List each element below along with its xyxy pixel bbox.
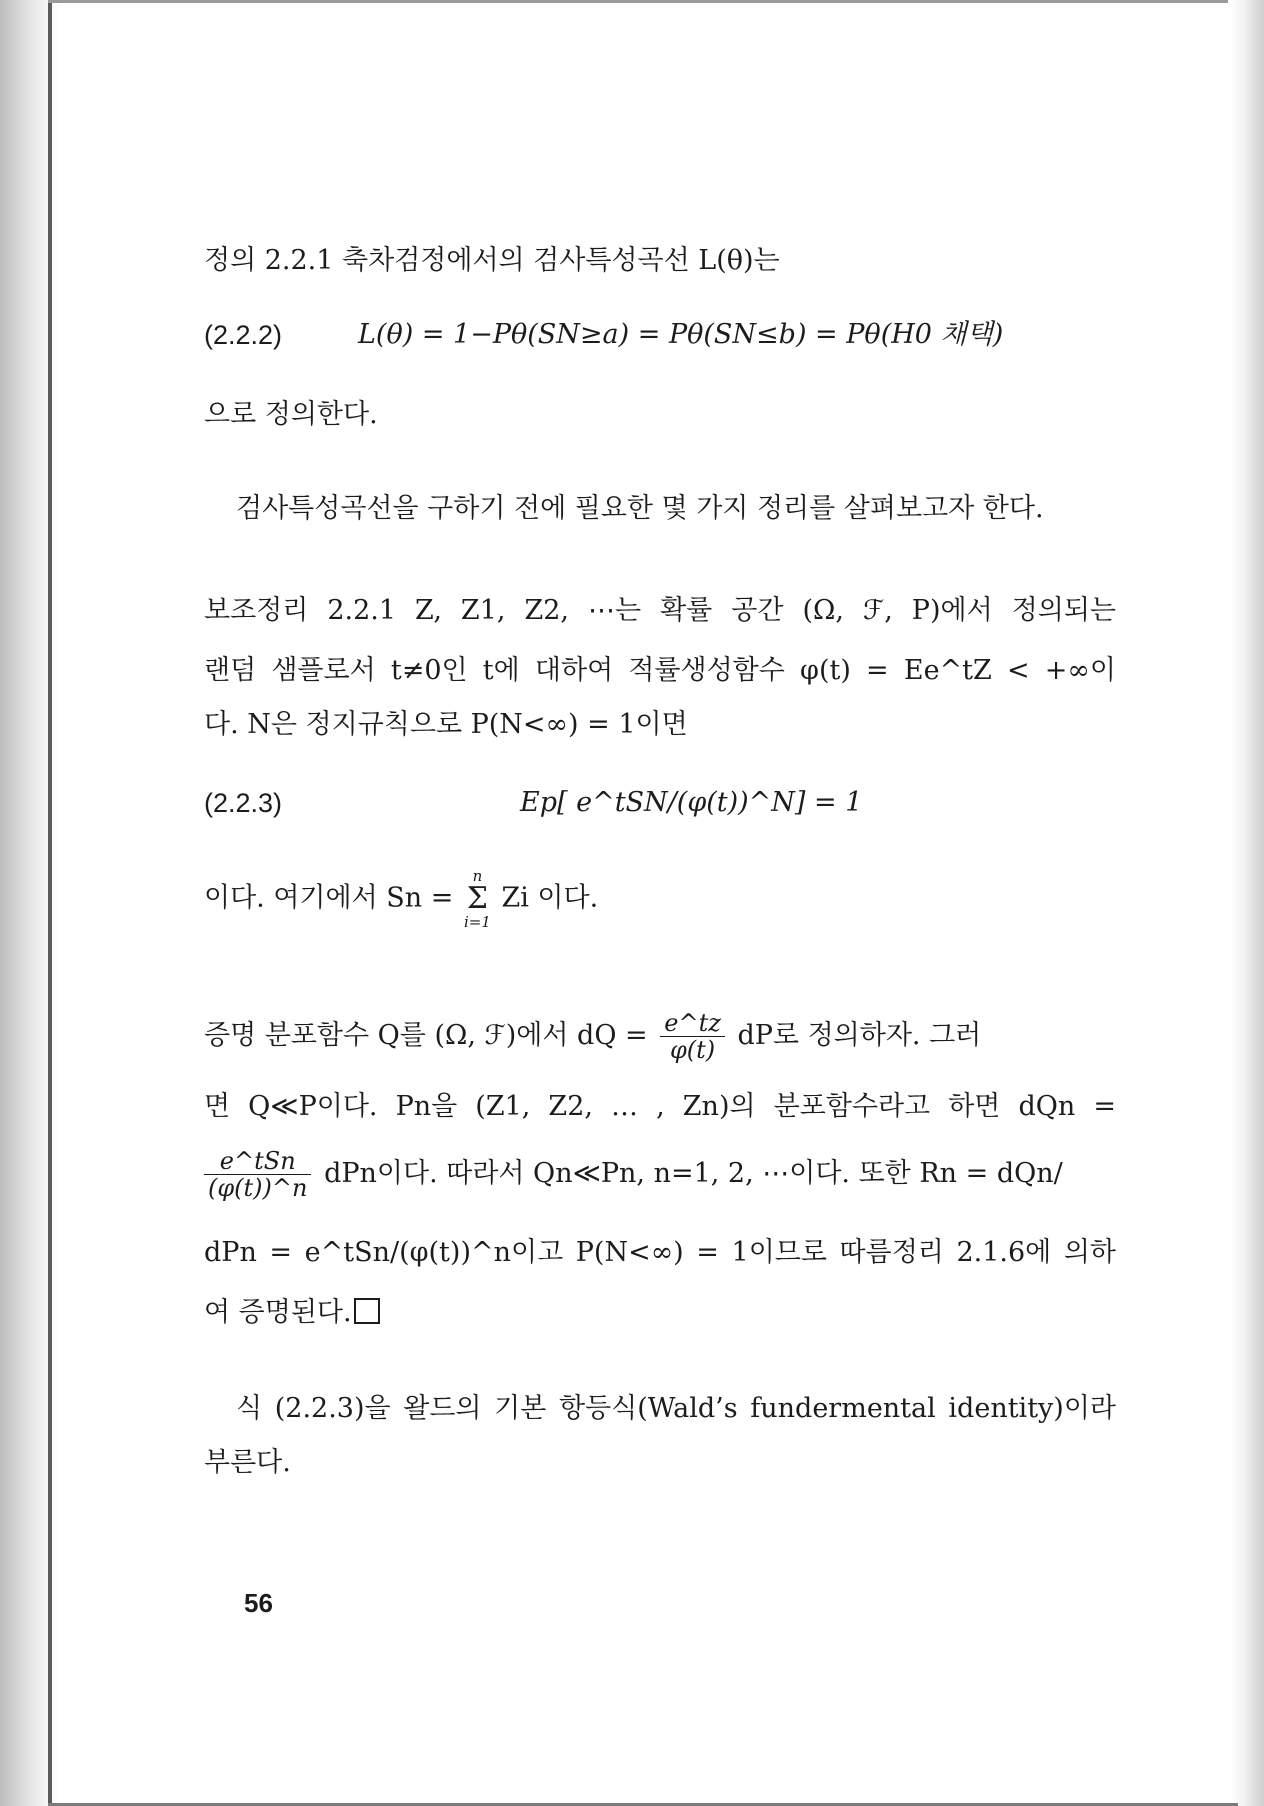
definition-heading: 정의 2.2.1 축차검정에서의 검사특성곡선 L(θ)는 xyxy=(204,245,780,276)
equation-body: L(θ) = 1−Pθ(SN≥a) = Pθ(SN≤b) = Pθ(H0 채택) xyxy=(358,319,1004,350)
wald-line-1: 식 (2.2.3)을 왈드의 기본 항등식(Wald’s fundermental identity)이라 xyxy=(236,1393,1116,1424)
fraction-etsn-over-phin xyxy=(204,1148,311,1201)
summation-symbol: n Σ i=1 xyxy=(463,867,491,931)
proof-line-3 xyxy=(204,1144,1063,1204)
lemma-line-1: 보조정리 2.2.1 Z, Z1, Z2, ⋯는 확률 공간 (Ω, ℱ, P)에서 정의되는 xyxy=(204,595,1116,626)
proof-suffix: dP로 정의하자. 그러 xyxy=(737,1020,982,1051)
fraction-denominator: (φ(t))^n xyxy=(204,1174,311,1201)
page-number: 56 xyxy=(244,1588,273,1618)
fraction-numerator: e^tSn xyxy=(219,1147,296,1175)
page-left-edge xyxy=(48,0,52,1806)
lemma-line-2: 랜덤 샘플로서 t≠0인 t에 대하여 적률생성함수 φ(t) = Ee^tZ < +∞이 xyxy=(204,655,1116,686)
fraction-denominator: φ(t) xyxy=(660,1036,725,1063)
sum-suffix: Zi 이다. xyxy=(501,882,599,914)
sum-lower-limit: i=1 xyxy=(463,913,491,931)
proof-conclusion: 여 증명된다. xyxy=(204,1297,352,1328)
proof-line-1 xyxy=(204,1006,981,1066)
lemma-line-3: 다. N은 정지규칙으로 P(N<∞) = 1이면 xyxy=(204,709,688,740)
proof-line-4: dPn = e^tSn/(φ(t))^n이고 P(N<∞) = 1이므로 따름정리 2.1.6에 의하 xyxy=(204,1237,1116,1268)
lemma-line-4 xyxy=(204,868,598,930)
page-right-shadow xyxy=(1230,0,1264,1806)
sum-prefix: 이다. 여기에서 Sn = xyxy=(204,882,454,914)
equation-number: (2.2.2) xyxy=(204,320,283,350)
intro-paragraph: 검사특성곡선을 구하기 전에 필요한 몇 가지 정리를 살펴보고자 한다. xyxy=(236,493,1044,524)
proof-prefix: 증명 분포함수 Q를 (Ω, ℱ)에서 dQ = xyxy=(204,1020,648,1051)
proof-line-2: 면 Q≪P이다. Pn을 (Z1, Z2, … , Zn)의 분포함수라고 하면 dQn = xyxy=(204,1091,1116,1122)
definition-closing: 으로 정의한다. xyxy=(204,399,378,430)
page-top-edge xyxy=(48,0,1228,3)
wald-line-2: 부른다. xyxy=(204,1447,291,1478)
equation-2-2-3 xyxy=(204,786,1116,821)
equation-body: Ep[ e^tSN/(φ(t))^N] = 1 xyxy=(520,787,863,818)
fraction-etz-over-phi xyxy=(660,1010,725,1063)
equation-2-2-2 xyxy=(204,318,1116,353)
proof-line-3-text: dPn이다. 따라서 Qn≪Pn, n=1, 2, ⋯이다. 또한 Rn = dQn/ xyxy=(324,1158,1063,1189)
fraction-numerator: e^tz xyxy=(664,1009,721,1037)
proof-line-5 xyxy=(204,1296,380,1330)
equation-number: (2.2.3) xyxy=(204,788,283,818)
sum-upper-limit: n xyxy=(472,867,483,885)
qed-box-icon xyxy=(354,1298,380,1324)
